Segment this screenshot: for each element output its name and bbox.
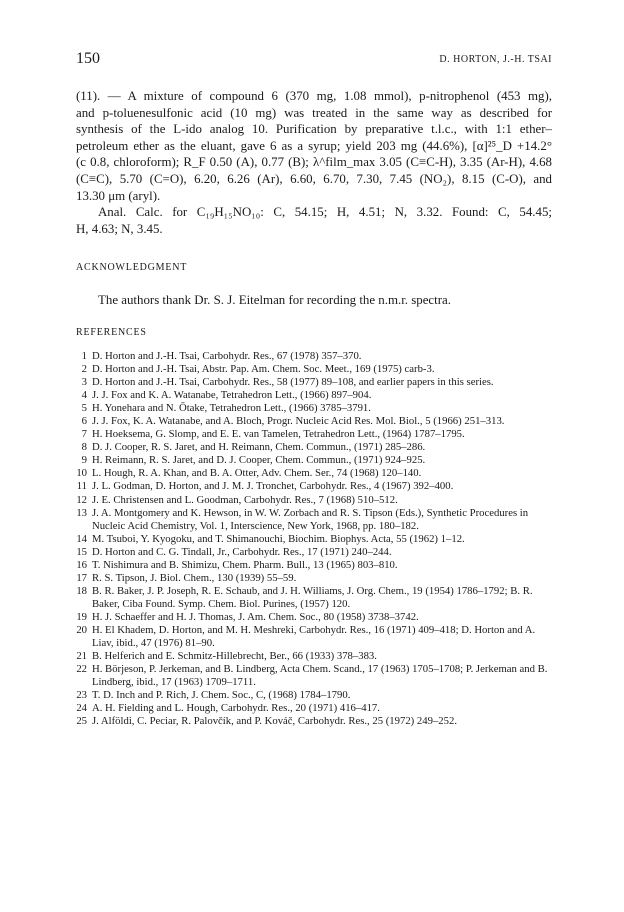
reference-text: A. H. Fielding and L. Hough, Carbohydr. Res., 20 (1971) 416–417.: [92, 702, 380, 715]
reference-item: [76, 363, 552, 376]
reference-item: [76, 428, 552, 441]
reference-number: 11: [76, 480, 87, 493]
body-line: (11). — A mixture of compound 6 (370 mg, 1.08 mmol), p-nitrophenol (453 mg),: [76, 89, 552, 103]
reference-item: [76, 702, 552, 715]
reference-text: D. J. Cooper, R. S. Jaret, and H. Reimann, Chem. Commun., (1971) 285–286.: [92, 441, 426, 454]
reference-text: H. Börjeson, P. Jerkeman, and B. Lindberg, Acta Chem. Scand., 17 (1963) 1705–1708; P. Jerkeman and B. Lindberg, ibid., 17 (1963) 1709–1711.: [92, 663, 548, 689]
acknowledgment-text: The authors thank Dr. S. J. Eitelman for recording the n.m.r. spectra.: [98, 293, 451, 307]
reference-text: J. A. Montgomery and K. Hewson, in W. W. Zorbach and R. S. Tipson (Eds.), Synthetic Procedures in Nucleic Acid Chemistry, Vol. 1, Interscience, New York, 1968, pp. 180–182.: [92, 506, 529, 532]
body-line: and p-toluenesulfonic acid (10 mg) was treated in the same way as described for: [76, 105, 552, 120]
reference-text: H. Reimann, R. S. Jaret, and D. J. Cooper, Chem. Commun., (1971) 924–925.: [92, 454, 426, 467]
body-line: petroleum ether as the eluant, gave 6 as a syrup; yield 203 mg (44.6%), [α]²⁵_D +14.2°: [76, 138, 552, 153]
reference-item: [76, 507, 552, 533]
reference-text: D. Horton and C. G. Tindall, Jr., Carbohydr. Res., 17 (1971) 240–244.: [92, 545, 392, 558]
reference-number: 9: [81, 454, 87, 467]
reference-text: J. J. Fox, K. A. Watanabe, and A. Bloch, Progr. Nucleic Acid Res. Mol. Biol., 5 (1966) 251–313.: [92, 415, 505, 428]
reference-item: [76, 467, 552, 480]
reference-item: [76, 350, 552, 363]
reference-number: 18: [76, 584, 87, 597]
reference-number: 2: [81, 363, 87, 376]
reference-number: 6: [81, 415, 87, 428]
reference-item: [76, 624, 552, 650]
reference-list: [76, 350, 552, 728]
reference-text: D. Horton and J.-H. Tsai, Carbohydr. Res., 58 (1977) 89–108, and earlier papers in this series.: [92, 376, 494, 389]
reference-number: 15: [76, 545, 87, 558]
reference-number: 14: [76, 532, 87, 545]
body-line: (c 0.8, chloroform); R_F 0.50 (A), 0.77 (B); λ^film_max 3.05 (C≡C-H), 3.35 (Ar-H), 4.68: [76, 155, 552, 170]
reference-item: [76, 663, 552, 689]
reference-text: J. Alföldi, C. Peciar, R. Palovčík, and P. Kováč, Carbohydr. Res., 25 (1972) 249–252.: [92, 715, 457, 728]
reference-number: 19: [76, 610, 87, 623]
reference-item: [76, 715, 552, 728]
reference-number: 23: [76, 689, 87, 702]
reference-number: 7: [81, 428, 87, 441]
reference-item: [76, 494, 552, 507]
body-line: synthesis of the L-ido analog 10. Purification by preparative t.l.c., with 1:1 ether–: [76, 122, 552, 137]
body-line: 13.30 μm (aryl).: [76, 188, 161, 203]
reference-item: [76, 480, 552, 493]
reference-number: 8: [81, 441, 87, 454]
reference-text: D. Horton and J.-H. Tsai, Carbohydr. Res., 67 (1978) 357–370.: [92, 350, 362, 362]
reference-text: J. J. Fox and K. A. Watanabe, Tetrahedron Lett., (1966) 897–904.: [92, 389, 372, 402]
reference-text: D. Horton and J.-H. Tsai, Abstr. Pap. Am. Chem. Soc. Meet., 169 (1975) carb-3.: [92, 363, 435, 376]
reference-text: J. L. Godman, D. Horton, and J. M. J. Tronchet, Carbohydr. Res., 4 (1967) 392–400.: [92, 480, 454, 493]
reference-item: [76, 376, 552, 389]
reference-number: 17: [76, 571, 87, 584]
analysis-line: Anal. Calc. for C₁₉H₁₅NO₁₀: C, 54.15; H, 4.51; N, 3.32. Found: C, 54.45;: [98, 205, 552, 220]
reference-item: [76, 585, 552, 611]
reference-item: [76, 533, 552, 546]
page-number: 150: [76, 50, 100, 67]
reference-number: 10: [76, 467, 87, 480]
reference-item: [76, 611, 552, 624]
reference-number: 16: [76, 558, 87, 571]
reference-text: B. Helferich and E. Schmitz-Hillebrecht, Ber., 66 (1933) 378–383.: [92, 650, 377, 663]
reference-text: L. Hough, R. A. Khan, and B. A. Otter, Adv. Chem. Ser., 74 (1968) 120–140.: [92, 467, 422, 480]
reference-number: 12: [76, 493, 87, 506]
reference-text: J. E. Christensen and L. Goodman, Carbohydr. Res., 7 (1968) 510–512.: [92, 493, 398, 506]
reference-number: 20: [76, 623, 87, 636]
reference-text: T. Nishimura and B. Shimizu, Chem. Pharm. Bull., 13 (1965) 803–810.: [92, 558, 398, 571]
reference-item: [76, 650, 552, 663]
reference-number: 25: [76, 715, 87, 728]
reference-text: H. Hoeksema, G. Slomp, and E. E. van Tamelen, Tetrahedron Lett., (1964) 1787–1795.: [92, 428, 465, 441]
reference-number: 22: [76, 663, 87, 676]
acknowledgment-heading: ACKNOWLEDGMENT: [76, 262, 188, 273]
reference-item: [76, 454, 552, 467]
reference-number: 13: [76, 506, 87, 519]
reference-item: [76, 559, 552, 572]
reference-number: 1: [81, 350, 87, 362]
experimental-paragraph: [76, 88, 552, 237]
reference-text: B. R. Baker, J. P. Joseph, R. E. Schaub, and J. H. Williams, J. Org. Chem., 19 (1954) 1786–1792; B. R. Baker, Ciba Found. Symp. Chem. Biol. Purines, (1957) 120.: [92, 584, 533, 610]
reference-item: [76, 441, 552, 454]
reference-text: T. D. Inch and P. Rich, J. Chem. Soc., C, (1968) 1784–1790.: [92, 689, 351, 702]
reference-item: [76, 572, 552, 585]
reference-item: [76, 689, 552, 702]
references-heading: REFERENCES: [76, 327, 147, 338]
reference-number: 3: [81, 376, 87, 389]
reference-item: [76, 402, 552, 415]
reference-number: 24: [76, 702, 87, 715]
reference-item: [76, 415, 552, 428]
reference-text: R. S. Tipson, J. Biol. Chem., 130 (1939) 55–59.: [92, 571, 297, 584]
reference-number: 21: [76, 650, 87, 663]
reference-number: 5: [81, 402, 87, 415]
reference-item: [76, 546, 552, 559]
reference-text: H. Yonehara and N. Ōtake, Tetrahedron Lett., (1966) 3785–3791.: [92, 402, 371, 415]
reference-item: [76, 389, 552, 402]
reference-text: M. Tsuboi, Y. Kyogoku, and T. Shimanouchi, Biochim. Biophys. Acta, 55 (1962) 1–12.: [92, 532, 465, 545]
reference-text: H. J. Schaeffer and H. J. Thomas, J. Am. Chem. Soc., 80 (1958) 3738–3742.: [92, 610, 419, 623]
body-line: (C≡C), 5.70 (C=O), 6.20, 6.26 (Ar), 6.60, 6.70, 7.30, 7.45 (NO₂), 8.15 (C-O), and: [76, 171, 552, 186]
reference-text: H. El Khadem, D. Horton, and M. H. Meshreki, Carbohydr. Res., 16 (1971) 409–418; D. Horton and A. Liav, ibid., 47 (1976) 81–90.: [92, 623, 536, 650]
analysis-line: H, 4.63; N, 3.45.: [76, 221, 163, 236]
running-head: D. HORTON, J.-H. TSAI: [439, 54, 552, 65]
journal-page: [76, 0, 552, 912]
page-header: [76, 50, 552, 70]
reference-number: 4: [81, 389, 87, 402]
